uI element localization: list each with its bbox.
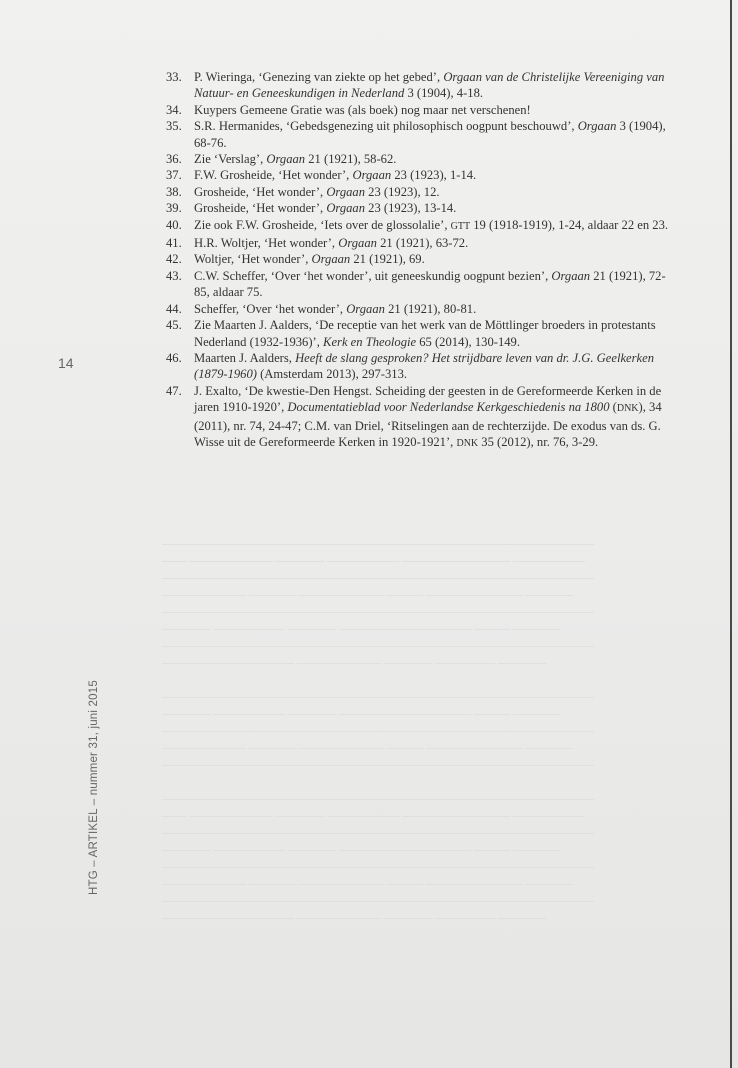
footnote-number: 46. bbox=[166, 350, 182, 365]
footnote-number: 47. bbox=[166, 383, 182, 398]
footnote-text: C.W. Scheffer, ‘Over ‘het wonder’, uit geneeskundig oogpunt bezien’, Orgaan 21 (1921), 72-85, aldaar 75. bbox=[194, 268, 666, 300]
footnote-text: P. Wieringa, ‘Genezing van ziekte op het gebed’, Orgaan van de Christelijke Vereeniging van Natuur- en Geneeskundigen in Nederland 3 (1904), 4-18. bbox=[194, 70, 665, 101]
footnote-number: 42. bbox=[166, 252, 182, 267]
footnote bbox=[166, 217, 671, 235]
footnote-text: S.R. Hermanides, ‘Gebedsgenezing uit philosophisch oogpunt beschouwd’, Orgaan 3 (1904), 68-76. bbox=[194, 119, 666, 150]
footnote bbox=[166, 118, 671, 151]
footnote bbox=[166, 301, 671, 317]
footnote-text: Kuypers Gemeene Gratie was (als boek) nog maar net verschenen! bbox=[194, 102, 531, 117]
footnote bbox=[166, 235, 671, 251]
footnote-number: 45. bbox=[166, 318, 182, 333]
bleed-through-text: ———————————————————————————————————— —— ——————— ———— —————— ————————— —————— ———————————————————————————————————— ——————— ———— ——————— ——— ———————— ———— ———————————————————————————————————— ———— —————— ———— ——————————— ——— ———— ———————————————————————————————————— ——————————— ——————— ———— ————— ———— ———————————————————————————————————— ———— —————— ———— ——————————— ——— ———— ———————————————————————————————————— ——————— ———— ——————— ——— ———————— ———— ———————————————————————————————————— ———————————————————————————————————— —— ——————— ———— —————— ————————— —————— ———————————————————————————————————— ———— —————— ———— ——————————— ——— ———— ———————————————————————————————————— ——————— ———— ——————— ——— ———————— ———— ———————————————————————————————————— ——————————— ——————— ———— ————— ———— bbox=[162, 536, 594, 924]
footnote bbox=[166, 151, 671, 167]
footnote bbox=[166, 251, 671, 267]
footnote-number: 44. bbox=[166, 301, 182, 316]
footnote bbox=[166, 317, 671, 350]
footnote bbox=[166, 167, 671, 183]
footnote-number: 41. bbox=[166, 236, 182, 251]
running-head: HTG – ARTIKEL – nummer 31, juni 2015 bbox=[88, 680, 100, 895]
footnote-text: Maarten J. Aalders, Heeft de slang gesproken? Het strijdbare leven van dr. J.G. Geelkerken (1879-1960) (Amsterdam 2013), 297-313. bbox=[194, 350, 655, 382]
footnotes-list bbox=[166, 69, 671, 452]
footnote-number: 43. bbox=[166, 268, 182, 283]
footnote-number: 39. bbox=[166, 201, 182, 216]
footnote-text: H.R. Woltjer, ‘Het wonder’, Orgaan 21 (1921), 63-72. bbox=[194, 236, 469, 251]
footnote bbox=[166, 268, 671, 301]
footnote bbox=[166, 383, 671, 453]
footnote bbox=[166, 102, 671, 118]
page-edge-line bbox=[730, 0, 732, 1068]
footnote-number: 35. bbox=[166, 119, 182, 134]
footnote-text: F.W. Grosheide, ‘Het wonder’, Orgaan 23 (1923), 1-14. bbox=[194, 168, 477, 183]
footnote-number: 33. bbox=[166, 70, 182, 84]
footnote-text: Zie ‘Verslag’, Orgaan 21 (1921), 58-62. bbox=[194, 152, 397, 167]
footnote-text: J. Exalto, ‘De kwestie-Den Hengst. Scheiding der geesten in de Gereformeerde Kerken in de jaren 1910-1920’, Documentatieblad voor Nederlandse Kerkgeschiedenis na 1800 (DNK), 34 (2011), nr. 74, 24-47; C.M. van Driel, ‘Ritselingen aan de rechterzijde. De exodus van ds. G. Wisse uit de Gereformeerde Kerken in 1920-1921’, DNK 35 (2012), nr. 76, 3-29. bbox=[194, 383, 662, 449]
footnote bbox=[166, 184, 671, 200]
footnote-text: Zie ook F.W. Grosheide, ‘Iets over de glossolalie’, GTT 19 (1918-1919), 1-24, aldaar 22 en 23. bbox=[194, 217, 669, 232]
footnote-number: 36. bbox=[166, 152, 182, 167]
footnote-number: 38. bbox=[166, 184, 182, 199]
footnote bbox=[166, 200, 671, 216]
footnote-text: Grosheide, ‘Het wonder’, Orgaan 23 (1923), 12. bbox=[194, 184, 440, 199]
footnote-text: Zie Maarten J. Aalders, ‘De receptie van het werk van de Möttlinger broeders in protestants Nederland (1932-1936)’, Kerk en Theologie 65 (2014), 130-149. bbox=[194, 318, 656, 349]
footnote-text: Woltjer, ‘Het wonder’, Orgaan 21 (1921), 69. bbox=[194, 252, 425, 267]
footnote bbox=[166, 69, 671, 102]
footnote bbox=[166, 350, 671, 383]
footnote-text: Grosheide, ‘Het wonder’, Orgaan 23 (1923), 13-14. bbox=[194, 201, 457, 216]
footnote-number: 34. bbox=[166, 102, 182, 117]
footnote-number: 40. bbox=[166, 217, 182, 232]
footnote-text: Scheffer, ‘Over ‘het wonder’, Orgaan 21 (1921), 80-81. bbox=[194, 301, 477, 316]
page-number: 14 bbox=[58, 355, 74, 371]
footnote-number: 37. bbox=[166, 168, 182, 183]
